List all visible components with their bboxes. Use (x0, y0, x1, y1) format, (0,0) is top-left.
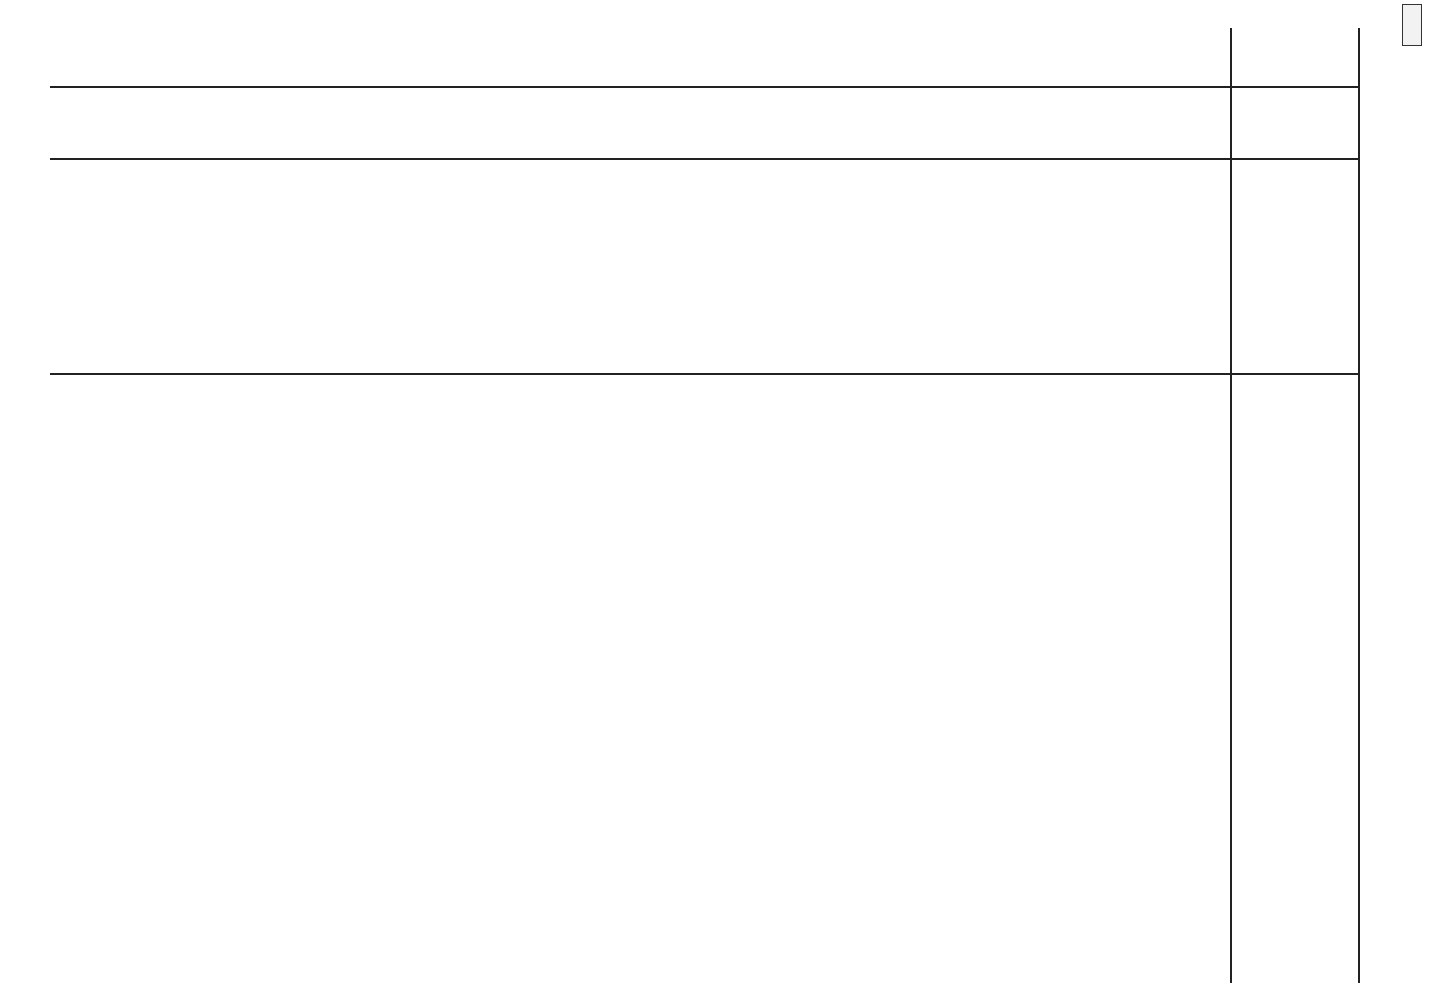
dfg-sidebar (1402, 0, 1428, 1000)
column-divider-1 (50, 86, 1360, 88)
column-divider-2 (50, 158, 1360, 160)
dfg-notice (1402, 0, 1428, 1000)
header-bottom-rule (1231, 28, 1233, 983)
header-top-rule (1358, 28, 1360, 983)
column-divider-3 (50, 373, 1360, 375)
